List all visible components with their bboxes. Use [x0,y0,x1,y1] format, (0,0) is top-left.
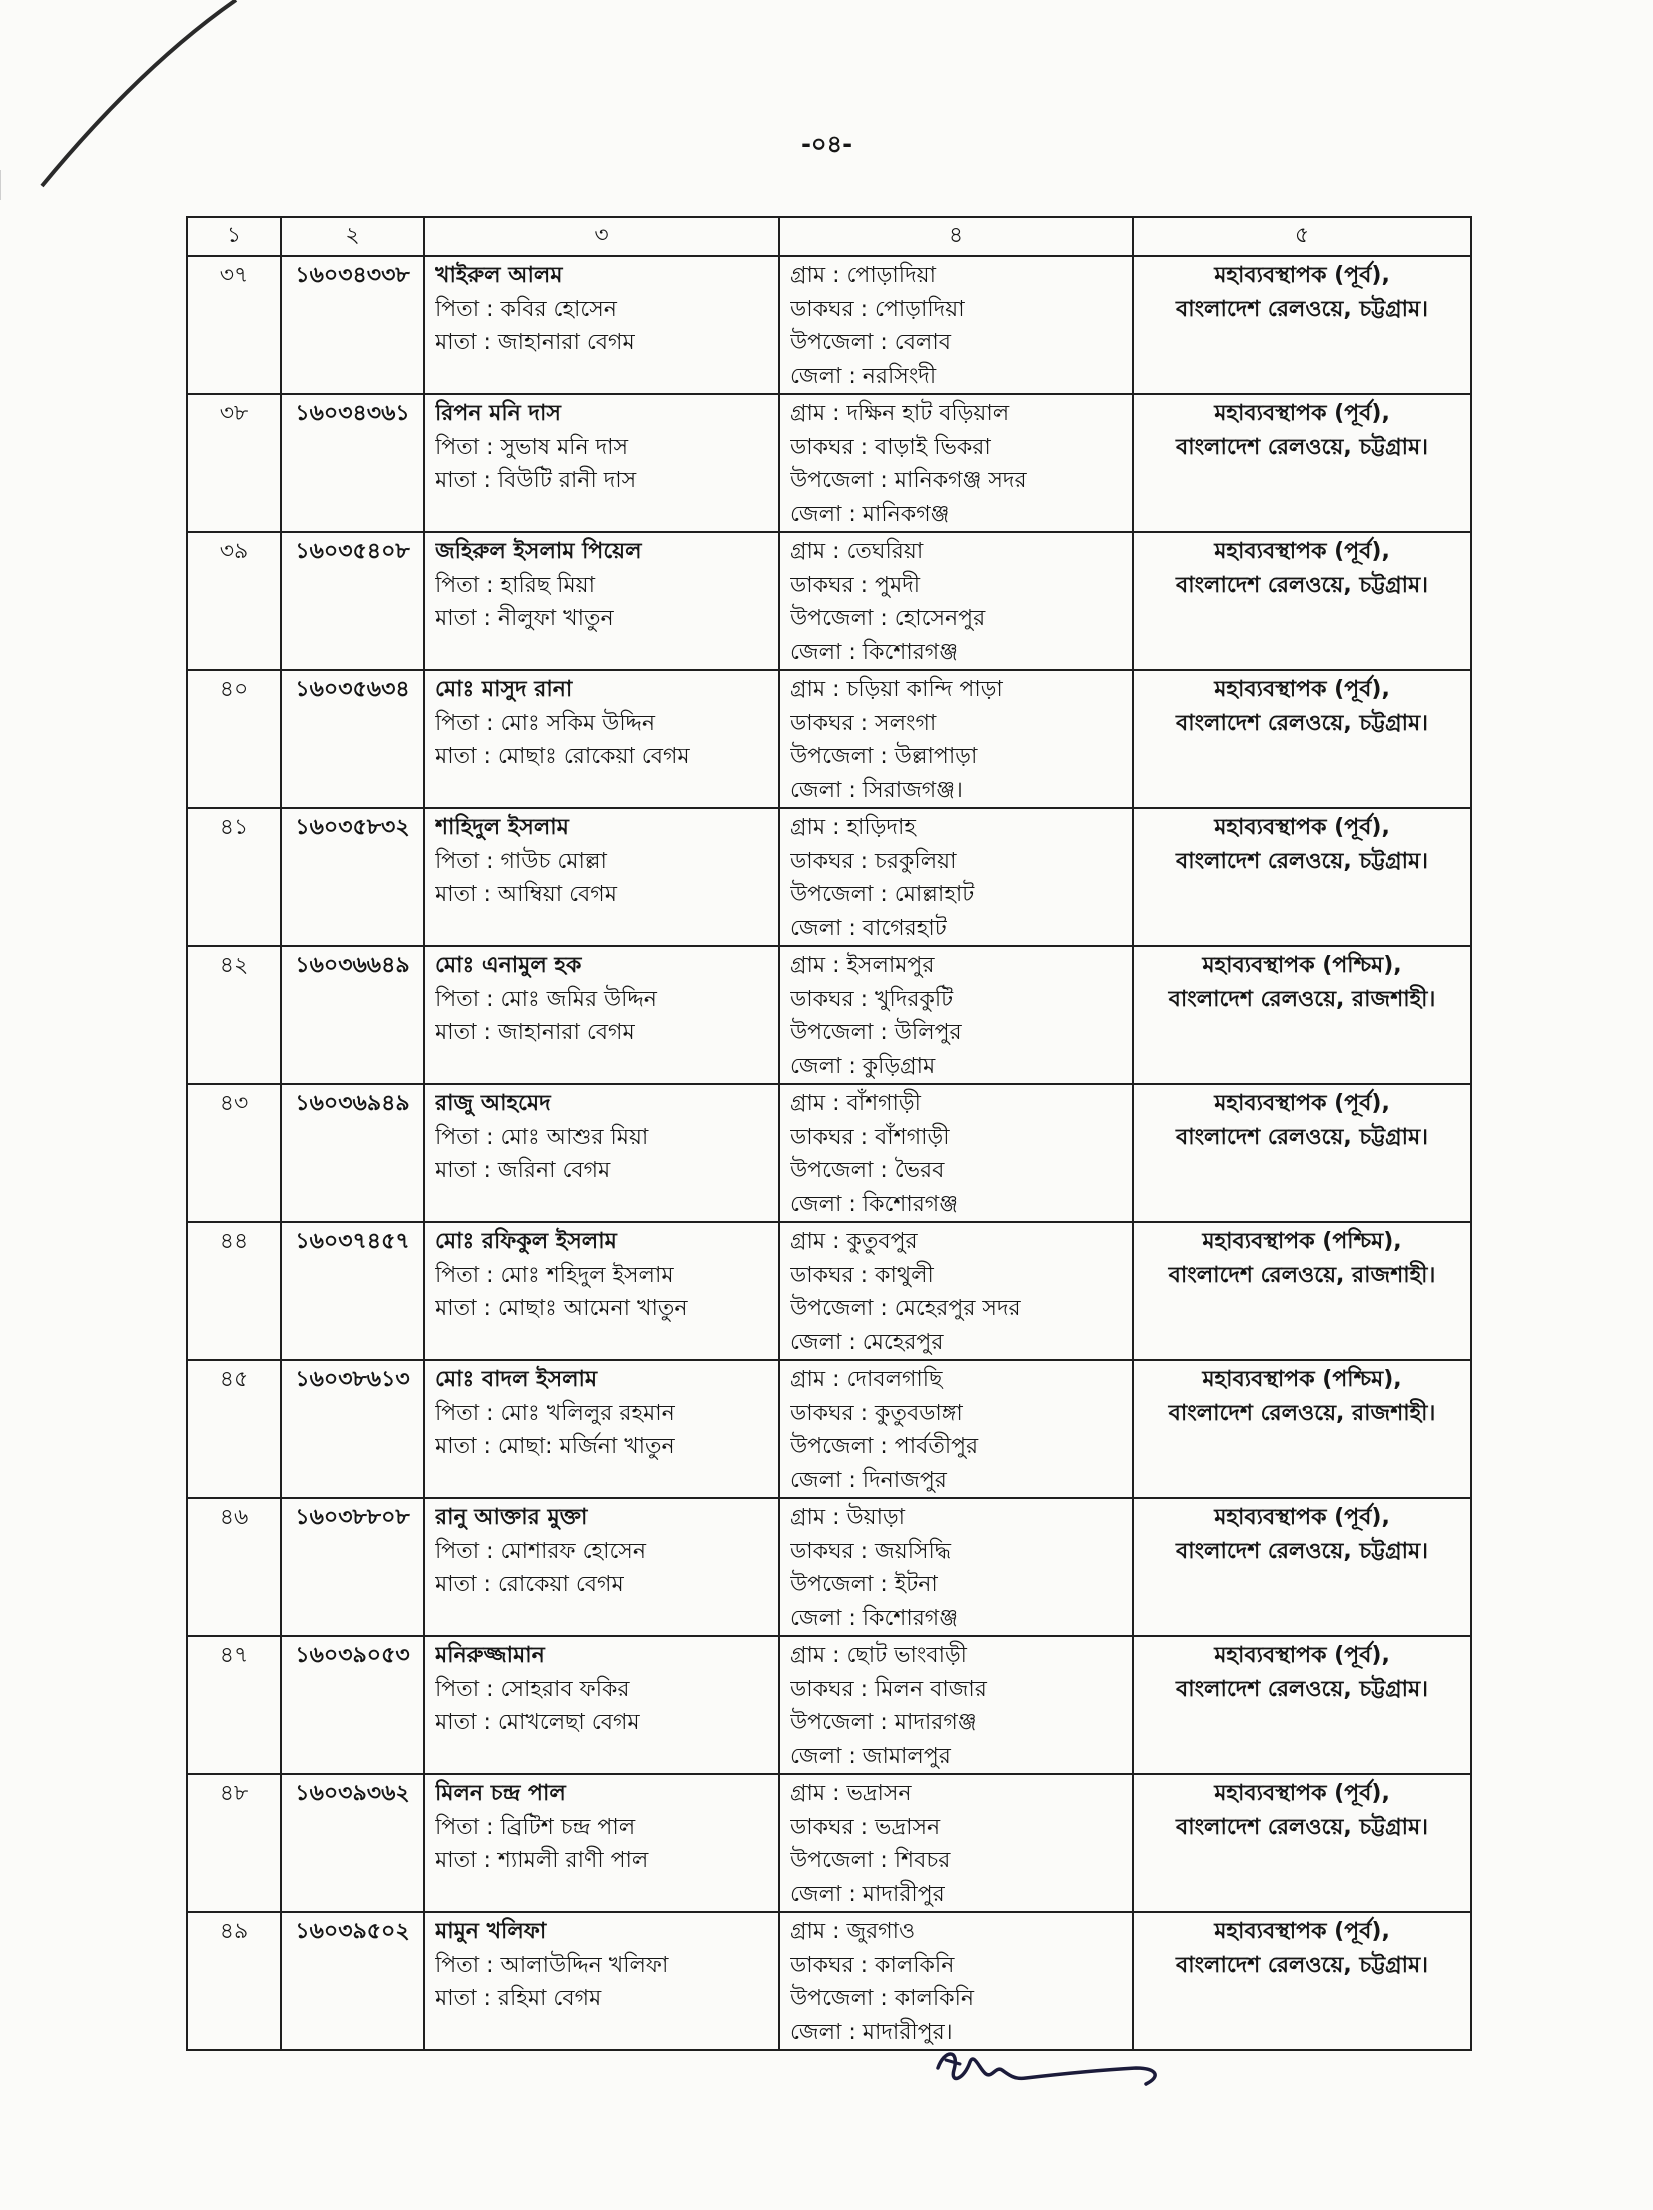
table-row [187,1498,1471,1636]
roll-cell [281,1912,424,2050]
address-cell [779,1912,1133,2050]
name-mother: মাতা : মোছাঃ আমেনা খাতুন [435,1296,688,1321]
address-post-office: ডাকঘর : ভদ্রাসন [790,1814,941,1840]
table-row [187,1222,1471,1360]
posting-posting-line1: মহাব্যবস্থাপক (পূর্ব), [1214,1643,1390,1668]
posting-cell [1133,1084,1471,1222]
table-row [187,1360,1471,1498]
address-post-office: ডাকঘর : কুতুবডাঙ্গা [790,1400,963,1426]
table-row [187,1912,1471,2050]
name-name: মামুন খলিফা [435,1919,547,1944]
serial-cell [187,394,281,532]
address-post-office: ডাকঘর : চরকুলিয়া [790,848,957,874]
roll-cell [281,946,424,1084]
table-row [187,808,1471,946]
address-cell [779,1222,1133,1360]
address-cell [779,1774,1133,1912]
address-cell [779,808,1133,946]
name-name: জহিরুল ইসলাম পিয়েল [435,539,642,564]
name-father: পিতা : ব্রিটিশ চন্দ্র পাল [435,1814,636,1840]
posting-posting-line1: মহাব্যবস্থাপক (পূর্ব), [1214,815,1390,840]
address-upazila: উপজেলা : পার্বতীপুর [790,1434,979,1459]
address-post-office: ডাকঘর : পোড়াদিয়া [790,296,965,322]
posting-posting-line1: মহাব্যবস্থাপক (পূর্ব), [1214,263,1390,288]
posting-posting-line1: মহাব্যবস্থাপক (পূর্ব), [1214,1919,1390,1944]
name-mother: মাতা : শ্যামলী রাণী পাল [435,1848,649,1873]
column-header: ৪ [779,217,1133,256]
posting-cell [1133,1774,1471,1912]
posting-posting-line2: বাংলাদেশ রেলওয়ে, চট্টগ্রাম। [1175,1814,1429,1840]
name-cell [424,1498,779,1636]
roll-cell [281,1084,424,1222]
address-post-office: ডাকঘর : খুদিরকুটি [790,986,954,1012]
name-name: মোঃ বাদল ইসলাম [435,1367,598,1392]
posting-cell [1133,1360,1471,1498]
roll-cell [281,1636,424,1774]
roll-cell [281,808,424,946]
roll-cell [281,532,424,670]
table-row [187,670,1471,808]
serial-cell [187,532,281,670]
table-row [187,394,1471,532]
name-cell [424,1222,779,1360]
address-village: গ্রাম : তেঘরিয়া [790,539,924,564]
name-name: রিপন মনি দাস [435,401,561,426]
address-district: জেলা : কিশোরগঞ্জ [790,1605,959,1631]
address-upazila: উপজেলা : কালকিনি [790,1986,975,2011]
roll-roll: ১৬০৩৪৩৬১ [295,401,410,426]
roll-roll: ১৬০৩৬৯৪৯ [295,1091,410,1116]
address-upazila: উপজেলা : হোসেনপুর [790,606,986,631]
serial-cell [187,1912,281,2050]
serial-serial: ৪৬ [219,1505,249,1530]
column-header: ৩ [424,217,779,256]
roll-cell [281,1774,424,1912]
address-district: জেলা : মাদারীপুর [790,1881,945,1907]
address-post-office: ডাকঘর : সলংগা [790,710,937,736]
name-father: পিতা : কবির হোসেন [435,296,617,322]
serial-cell [187,1636,281,1774]
serial-serial: ৪৯ [219,1919,249,1944]
roll-roll: ১৬০৩৫৬৩৪ [295,677,410,702]
roll-cell [281,670,424,808]
name-cell [424,1360,779,1498]
address-village: গ্রাম : চড়িয়া কান্দি পাড়া [790,677,1003,702]
name-father: পিতা : মোঃ খলিলুর রহমান [435,1400,675,1426]
posting-cell [1133,1498,1471,1636]
name-name: শাহিদুল ইসলাম [435,815,569,840]
address-upazila: উপজেলা : উলিপুর [790,1020,962,1045]
serial-serial: ৩৮ [219,401,249,426]
serial-serial: ৪২ [219,953,249,978]
address-district: জেলা : মাদারীপুর। [790,2019,953,2045]
name-father: পিতা : সুভাষ মনি দাস [435,434,629,460]
address-cell [779,1498,1133,1636]
name-cell [424,256,779,394]
address-village: গ্রাম : জুরগাও [790,1919,916,1944]
column-header: ৫ [1133,217,1471,256]
name-name: রাজু আহমেদ [435,1091,551,1116]
posting-posting-line2: বাংলাদেশ রেলওয়ে, চট্টগ্রাম। [1175,296,1429,322]
posting-cell [1133,1636,1471,1774]
posting-cell [1133,394,1471,532]
signature-image [930,2040,1170,2110]
address-cell [779,946,1133,1084]
serial-cell [187,1498,281,1636]
name-mother: মাতা : জরিনা বেগম [435,1158,611,1183]
posting-posting-line2: বাংলাদেশ রেলওয়ে, চট্টগ্রাম। [1175,434,1429,460]
name-cell [424,670,779,808]
address-upazila: উপজেলা : মানিকগঞ্জ সদর [790,468,1027,493]
name-mother: মাতা : রহিমা বেগম [435,1986,602,2011]
name-cell [424,1636,779,1774]
name-father: পিতা : মোঃ জমির উদ্দিন [435,986,657,1012]
table-row [187,532,1471,670]
name-father: পিতা : মোঃ সকিম উদ্দিন [435,710,656,736]
posting-posting-line2: বাংলাদেশ রেলওয়ে, চট্টগ্রাম। [1175,848,1429,874]
address-village: গ্রাম : পোড়াদিয়া [790,263,936,288]
serial-cell [187,946,281,1084]
name-cell [424,1084,779,1222]
posting-posting-line2: বাংলাদেশ রেলওয়ে, চট্টগ্রাম। [1175,1952,1429,1978]
serial-serial: ৩৭ [219,263,249,288]
address-cell [779,256,1133,394]
posting-posting-line1: মহাব্যবস্থাপক (পূর্ব), [1214,539,1390,564]
address-upazila: উপজেলা : উল্লাপাড়া [790,744,978,769]
posting-posting-line1: মহাব্যবস্থাপক (পশ্চিম), [1202,1229,1402,1254]
name-cell [424,394,779,532]
posting-posting-line1: মহাব্যবস্থাপক (পূর্ব), [1214,401,1390,426]
address-district: জেলা : মানিকগঞ্জ [790,501,950,527]
posting-posting-line1: মহাব্যবস্থাপক (পূর্ব), [1214,1781,1390,1806]
address-cell [779,1636,1133,1774]
serial-serial: ৪৫ [219,1367,249,1392]
name-name: খাইরুল আলম [435,263,563,288]
serial-serial: ৪৭ [219,1643,249,1668]
address-post-office: ডাকঘর : বাড়াই ভিকরা [790,434,991,460]
candidate-table [186,216,1472,2051]
header-row [187,217,1471,256]
serial-cell [187,1222,281,1360]
roll-roll: ১৬০৩৯০৫৩ [295,1643,410,1668]
posting-posting-line2: বাংলাদেশ রেলওয়ে, চট্টগ্রাম। [1175,1676,1429,1702]
address-upazila: উপজেলা : শিবচর [790,1848,951,1873]
address-cell [779,1360,1133,1498]
column-header: ১ [187,217,281,256]
address-upazila: উপজেলা : ভৈরব [790,1158,945,1183]
address-district: জেলা : দিনাজপুর [790,1467,947,1493]
roll-roll: ১৬০৩৬৬৪৯ [295,953,410,978]
address-village: গ্রাম : দক্ষিন হাট বড়িয়াল [790,401,1010,426]
serial-serial: ৩৯ [219,539,249,564]
address-district: জেলা : মেহেরপুর [790,1329,944,1355]
name-father: পিতা : হারিছ মিয়া [435,572,596,598]
posting-cell [1133,808,1471,946]
address-post-office: ডাকঘর : কালকিনি [790,1952,955,1978]
name-father: পিতা : গাউচ মোল্লা [435,848,607,874]
posting-posting-line1: মহাব্যবস্থাপক (পূর্ব), [1214,1505,1390,1530]
name-name: মোঃ মাসুদ রানা [435,677,573,702]
address-upazila: উপজেলা : ইটনা [790,1572,938,1597]
name-mother: মাতা : মোখলেছা বেগম [435,1710,640,1735]
posting-posting-line2: বাংলাদেশ রেলওয়ে, চট্টগ্রাম। [1175,572,1429,598]
serial-serial: ৪৪ [219,1229,249,1254]
address-post-office: ডাকঘর : বাঁশগাড়ী [790,1124,950,1150]
posting-posting-line2: বাংলাদেশ রেলওয়ে, রাজশাহী। [1168,986,1436,1012]
address-village: গ্রাম : উয়াড়া [790,1505,906,1530]
posting-posting-line2: বাংলাদেশ রেলওয়ে, চট্টগ্রাম। [1175,1124,1429,1150]
name-cell [424,808,779,946]
name-father: পিতা : মোশারফ হোসেন [435,1538,646,1564]
table-row [187,256,1471,394]
posting-posting-line2: বাংলাদেশ রেলওয়ে, চট্টগ্রাম। [1175,710,1429,736]
address-post-office: ডাকঘর : পুমদী [790,572,921,598]
scan-edge-mark [0,0,260,200]
name-name: মনিরুজ্জামান [435,1643,545,1668]
posting-posting-line1: মহাব্যবস্থাপক (পূর্ব), [1214,677,1390,702]
posting-cell [1133,1912,1471,2050]
posting-cell [1133,946,1471,1084]
address-district: জেলা : কিশোরগঞ্জ [790,639,959,665]
name-father: পিতা : মোঃ আশুর মিয়া [435,1124,649,1150]
address-village: গ্রাম : ভদ্রাসন [790,1781,912,1806]
address-village: গ্রাম : দোবলগাছি [790,1367,943,1392]
name-name: মিলন চন্দ্র পাল [435,1781,566,1806]
name-cell [424,1774,779,1912]
serial-cell [187,1360,281,1498]
roll-roll: ১৬০৩৮৬১৩ [295,1367,410,1392]
posting-posting-line1: মহাব্যবস্থাপক (পশ্চিম), [1202,953,1402,978]
roll-roll: ১৬০৩৭৪৫৭ [295,1229,410,1254]
address-post-office: ডাকঘর : মিলন বাজার [790,1676,987,1702]
name-mother: মাতা : রোকেয়া বেগম [435,1572,624,1597]
address-village: গ্রাম : ছোট ভাংবাড়ী [790,1643,967,1668]
name-mother: মাতা : মোছা: মর্জিনা খাতুন [435,1434,675,1459]
name-mother: মাতা : বিউটি রানী দাস [435,468,637,493]
address-district: জেলা : কুড়িগ্রাম [790,1053,936,1079]
roll-cell [281,1222,424,1360]
table-row [187,1636,1471,1774]
name-mother: মাতা : আম্বিয়া বেগম [435,882,617,907]
address-cell [779,532,1133,670]
address-village: গ্রাম : কুতুবপুর [790,1229,918,1254]
serial-cell [187,1084,281,1222]
address-post-office: ডাকঘর : কাথুলী [790,1262,934,1288]
posting-cell [1133,256,1471,394]
address-upazila: উপজেলা : মাদারগঞ্জ [790,1710,977,1735]
posting-posting-line2: বাংলাদেশ রেলওয়ে, চট্টগ্রাম। [1175,1538,1429,1564]
posting-cell [1133,1222,1471,1360]
serial-serial: ৪৮ [219,1781,249,1806]
roll-cell [281,256,424,394]
name-father: পিতা : মোঃ শহিদুল ইসলাম [435,1262,674,1288]
roll-cell [281,394,424,532]
roll-roll: ১৬০৩৫৮৩২ [295,815,410,840]
address-cell [779,670,1133,808]
address-district: জেলা : কিশোরগঞ্জ [790,1191,959,1217]
name-father: পিতা : সোহরাব ফকির [435,1676,630,1702]
serial-cell [187,670,281,808]
name-mother: মাতা : নীলুফা খাতুন [435,606,614,631]
posting-posting-line1: মহাব্যবস্থাপক (পশ্চিম), [1202,1367,1402,1392]
roll-roll: ১৬০৩৯৩৬২ [295,1781,410,1806]
serial-serial: ৪৩ [219,1091,249,1116]
posting-cell [1133,532,1471,670]
roll-roll: ১৬০৩৯৫০২ [295,1919,410,1944]
address-district: জেলা : বাগেরহাট [790,915,947,941]
name-name: রানু আক্তার মুক্তা [435,1505,588,1530]
roll-roll: ১৬০৩৫৪০৮ [295,539,410,564]
serial-cell [187,808,281,946]
name-cell [424,946,779,1084]
name-mother: মাতা : জাহানারা বেগম [435,1020,635,1045]
address-district: জেলা : জামালপুর [790,1743,951,1769]
address-upazila: উপজেলা : বেলাব [790,330,951,355]
address-district: জেলা : নরসিংদী [790,363,937,389]
posting-posting-line2: বাংলাদেশ রেলওয়ে, রাজশাহী। [1168,1400,1436,1426]
name-name: মোঃ রফিকুল ইসলাম [435,1229,617,1254]
roll-cell [281,1360,424,1498]
table-row [187,1774,1471,1912]
serial-cell [187,1774,281,1912]
posting-cell [1133,670,1471,808]
name-mother: মাতা : জাহানারা বেগম [435,330,635,355]
address-cell [779,394,1133,532]
roll-roll: ১৬০৩৪৩৩৮ [295,263,410,288]
name-cell [424,1912,779,2050]
table-row [187,1084,1471,1222]
address-district: জেলা : সিরাজগঞ্জ। [790,777,963,803]
name-mother: মাতা : মোছাঃ রোকেয়া বেগম [435,744,690,769]
name-cell [424,532,779,670]
address-upazila: উপজেলা : মেহেরপুর সদর [790,1296,1021,1321]
address-village: গ্রাম : বাঁশগাড়ী [790,1091,921,1116]
posting-posting-line2: বাংলাদেশ রেলওয়ে, রাজশাহী। [1168,1262,1436,1288]
address-village: গ্রাম : ইসলামপুর [790,953,935,978]
serial-cell [187,256,281,394]
serial-serial: ৪০ [219,677,249,702]
address-upazila: উপজেলা : মোল্লাহাট [790,882,975,907]
name-name: মোঃ এনামুল হক [435,953,582,978]
posting-posting-line1: মহাব্যবস্থাপক (পূর্ব), [1214,1091,1390,1116]
column-header: ২ [281,217,424,256]
page-number: -০৪- [800,130,853,158]
roll-roll: ১৬০৩৮৮০৮ [295,1505,410,1530]
serial-serial: ৪১ [219,815,249,840]
name-father: পিতা : আলাউদ্দিন খলিফা [435,1952,669,1978]
roll-cell [281,1498,424,1636]
table-row [187,946,1471,1084]
address-village: গ্রাম : হাড়িদাহ [790,815,916,840]
address-post-office: ডাকঘর : জয়সিদ্ধি [790,1538,951,1564]
address-cell [779,1084,1133,1222]
